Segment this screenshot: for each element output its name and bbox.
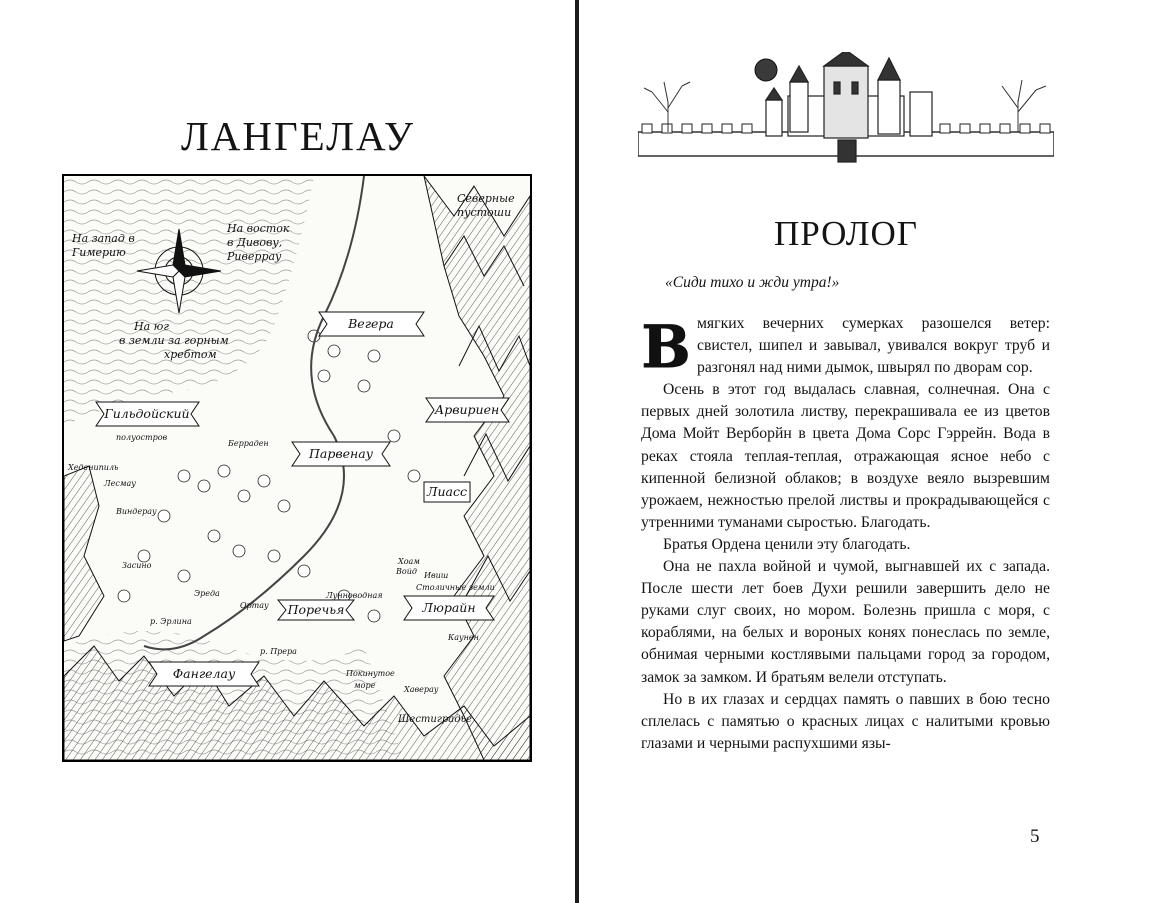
region-map: [62, 174, 532, 762]
label-peninsula: полуостров: [116, 433, 168, 442]
book-spine: [575, 0, 579, 903]
page-number: 5: [1030, 826, 1040, 847]
map-page-title: ЛАНГЕЛАУ: [180, 113, 416, 159]
banner-porechye: [278, 600, 354, 620]
label-zasino: Засино: [122, 561, 152, 570]
paragraph-2: Осень в этот год выдалась славная, солнечная. Она с первых дней золотила листву, перекрашивала ее из цветов Дома Мойт Верборйн в цвета Дома Сорс Гэррейн. Вода в реках стояла теплая-теплая, отражающая ясное небо с кипенной белизной облаков; в воздухе веяло вызревшим урожаем, нежностью прелой листвы и прокрадывающейся с утренними туманами сыростью. Благодать.: [641, 381, 1050, 531]
compass-note-east: На восток в Дивову, Риверрау: [227, 222, 290, 263]
banner-vegera: [319, 312, 424, 336]
label-pokinutoe-1: Покинутое: [346, 669, 395, 678]
label-stolichnye: Столичные земли: [416, 583, 495, 592]
label-ivish: Ивиш: [424, 571, 449, 580]
svg-text:Гильдойский: Гильдойский: [104, 406, 190, 421]
label-beraden: Берраден: [228, 439, 269, 448]
label-lunnovodnaya: Лунноводная: [326, 591, 383, 600]
banner-fangelau: [149, 662, 259, 686]
chapter-title: ПРОЛОГ: [774, 214, 918, 253]
label-r-prera: р. Прера: [260, 647, 297, 656]
label-lesmau: Лесмау: [104, 479, 136, 488]
label-khaverau: Хаверау: [404, 685, 439, 694]
paragraph-4: Она не пахла войной и чумой, выгнавшей их с запада. После шести лет боев Духи решили завершить дело не руками слуг своих, но мором. Болезнь пришла с моря, с кораблями, на белых и вороных конях понеслась по земле, обнимая черными костлявыми пальцами город за городом, замок за замком. И братьям велели отступать.: [641, 558, 1050, 686]
compass-note-south: На юг в земли за горным хребтом: [119, 320, 229, 361]
svg-text:Арвириен: Арвириен: [434, 402, 500, 417]
compass-note-west: На запад в Гимерию: [72, 232, 135, 259]
paragraph-1-text: мягких вечерних сумерках разошелся ветер: свистел, шипел и завывал, увивался вокруг труб и разгонял над ними дымок, швырял по дворам сор.: [697, 315, 1050, 377]
banner-parvenau: [292, 442, 390, 466]
label-r-erlinna: р. Эрлина: [150, 617, 192, 626]
castle-illustration: [638, 52, 1054, 170]
label-ereda: Эреда: [194, 589, 220, 598]
banner-lurain: [404, 596, 494, 620]
svg-text:Вегера: Вегера: [348, 316, 394, 331]
paragraph-3: Братья Ордена ценили эту благодать.: [663, 535, 911, 553]
svg-text:Лиасс: Лиасс: [427, 484, 467, 499]
label-khoam: Хоам: [398, 557, 420, 566]
north-region-label: Северные пустоши: [457, 192, 515, 219]
svg-text:Парвенау: Парвенау: [309, 446, 373, 461]
svg-text:Фангелау: Фангелау: [172, 666, 236, 681]
svg-text:В: В: [641, 315, 691, 377]
banner-gildoysky: [96, 402, 199, 426]
epigraph: «Сиди тихо и жди утра!»: [665, 274, 840, 291]
paragraph-1: [641, 313, 1050, 379]
label-kaunen: Каунен: [448, 633, 479, 642]
map-illustration: [64, 176, 530, 760]
label-hedenipil: Хеденипиль: [68, 463, 119, 472]
label-pokinutoe-2: море: [354, 681, 376, 690]
banner-liass: [424, 482, 470, 502]
label-voyd: Войд: [396, 567, 417, 576]
drop-cap: [641, 315, 691, 377]
svg-text:Поречья: Поречья: [287, 602, 345, 617]
label-ortau: Ортау: [240, 601, 269, 610]
banner-arvirien: [426, 398, 509, 422]
paragraph-5: Но в их глазах и сердцах память о павших в бою тесно сплелась с памятью о красных лицах с налитыми кровью глазами и черными распухшими язы-: [641, 690, 1050, 752]
label-vinderau: Виндерау: [116, 507, 157, 516]
svg-text:Люрайн: Люрайн: [422, 600, 476, 615]
body-text: [641, 313, 1050, 755]
label-shestigradye: Шестиградье: [398, 714, 472, 725]
western-coast-hills: [64, 466, 104, 641]
eastern-mountains: [424, 176, 530, 760]
western-sea: [64, 176, 314, 426]
